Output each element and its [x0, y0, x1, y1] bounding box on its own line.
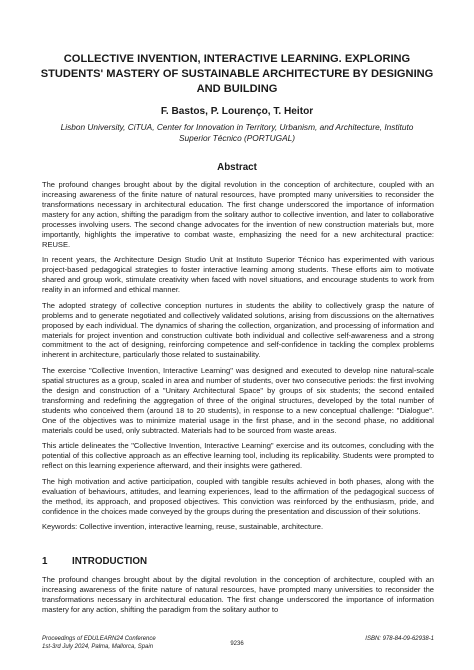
abstract-paragraph: The high motivation and active participation, coupled with tangible results achieved in both phases, along with the evaluation of behaviours, attitudes, and learning experiences, lead to the affirmation of the pedagogical success of the method, its approach, and proposed objectives. This conviction was reinforced by the enthusiasm, pride, and confidence in the choices made conveyed by the groups during the presentation and discussion of their solutions. — [42, 476, 434, 516]
section-heading — [42, 556, 147, 568]
intro-paragraph: The profound changes brought about by the digital revolution in the conception of architecture, coupled with an increasing awareness of the finite nature of natural resources, have prompted many universities to reconsider the transformations necessary in architectural education. The first change underscored the importance of information mastery for any action, shifting the paradigm from the solitary author to — [42, 575, 434, 614]
abstract-paragraph: The exercise "Collective Invention, Interactive Learning" was designed and executed to develop nine natural-scale spatial structures as a group, scaled in area and number of students, over two consecutive periods: the first involving the design and construction of a "Unitary Architectural Space" by groups of six students; the second entailed transforming and redefining the aggregation of three of the original structures, developed by the total number of students who conceived them (around 18 to 20 students), in response to a new conceptual challenge: "Dialogue". One of the objectives was to minimize material usage in the first phase, and in the second phase, no additional materials could be used, only subtracted. Materials had to be sourced from waste areas. — [42, 365, 434, 435]
abstract-body — [42, 180, 434, 538]
section-number: 1 — [42, 556, 48, 567]
author-list: F. Bastos, P. Lourenço, T. Heitor — [160, 106, 314, 117]
page-number: 9236 — [230, 641, 244, 647]
abstract-paragraph: The adopted strategy of collective conception nurtures in students the ability to collectively grasp the nature of problems and to generate negotiated and collectively validated solutions, arising from discussions on the alternatives proposed by each individual. The dynamics of sharing the collection, organization, and processing of information and materials for project invention and construction cultivate both individual and collective self-awareness and a strong commitment to the act of designing, reinforcing competence and self-confidence in tackling the complex problems inherent in architecture, particularly those related to sustainability. — [42, 300, 434, 360]
conference-name: Proceedings of EDULEARN24 Conference — [42, 636, 156, 642]
footer-isbn: ISBN: 978-84-09-62938-1 — [365, 636, 434, 642]
abstract-paragraph: This article delineates the "Collective Invention, Interactive Learning" exercise and its outcomes, concluding with the potential of this collective approach as an effective learning tool, including its replicability. Students were prompted to reflect on this learning experience afterward, and their insights were gathered. — [42, 441, 434, 471]
keywords: Keywords: Collective invention, interactive learning, reuse, sustainable, architecture. — [42, 522, 324, 532]
affiliation: Lisbon University, CiTUA, Center for Innovation in Territory, Urbanism, and Architecture, Instituto Superior Técnico (PORTUGAL) — [60, 122, 414, 143]
conference-dates: 1st-3rd July 2024, Palma, Mallorca, Spain — [42, 644, 154, 650]
abstract-paragraph: The profound changes brought about by the digital revolution in the conception of architecture, coupled with an increasing awareness of the finite nature of natural resources, have prompted many universities to reconsider the transformations necessary in architectural education. The first change underscored the importance of information mastery for any action, shifting the paradigm from the solitary author to collective invention, and later to collaborative processes involving users. The second change advocates for the invention of new construction materials but, more importantly, highlights the imperative to combat waste, emphasizing the need for a new architectural practice: REUSE. — [42, 180, 434, 249]
abstract-heading: Abstract — [217, 162, 257, 173]
paper-title: COLLECTIVE INVENTION, INTERACTIVE LEARNING. EXPLORING STUDENTS' MASTERY OF SUSTAINABLE ARCHITECTURE BY DESIGNING AND BUILDING — [40, 53, 434, 95]
abstract-paragraph: In recent years, the Architecture Design Studio Unit at Instituto Superior Técnico has experimented with various project-based pedagogical strategies to foster interactive learning among students. These efforts aim to motivate shared and group work, stimulate creativity when faced with novel situations, and encourage students to work from reality in an informed and ethical manner. — [42, 255, 434, 295]
section-title: INTRODUCTION — [72, 556, 148, 567]
introduction-body — [42, 575, 434, 620]
